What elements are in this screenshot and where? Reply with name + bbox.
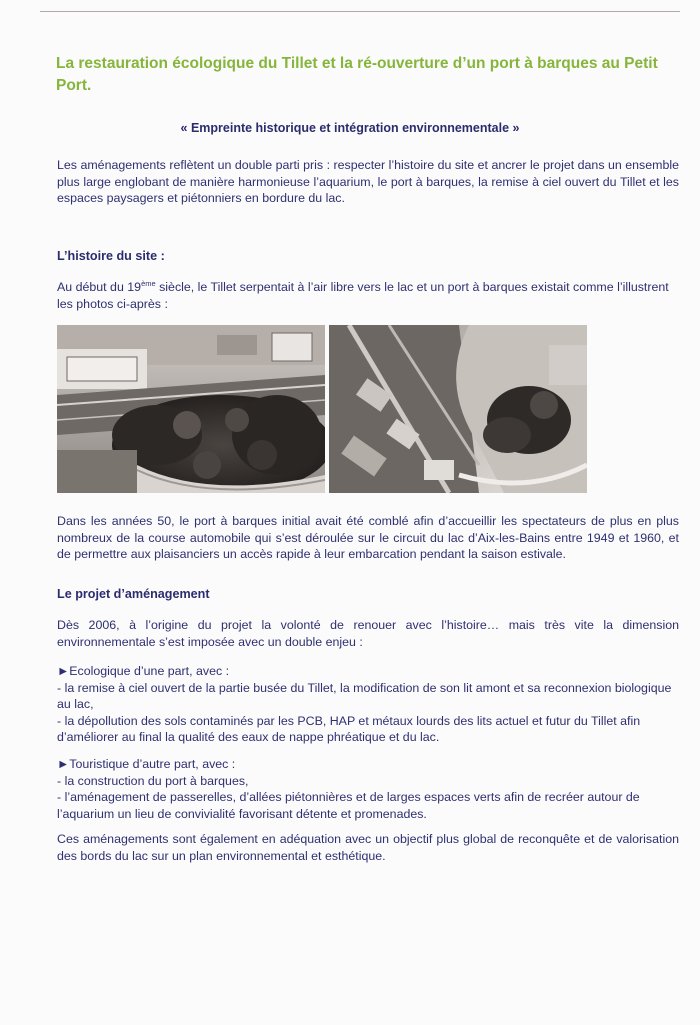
touristic-item: - l’aménagement de passerelles, d’allées piétonnières et de larges espaces verts afin de recréer autour de l’aquarium un lieu de convivialité favorisant détente et promenades. [57, 790, 640, 821]
aerial-photo-park [57, 325, 325, 493]
ecological-heading: ►Ecologique d’une part, avec : [57, 664, 230, 678]
ecological-item: - la dépollution des sols contaminés par les PCB, HAP et métaux lourds des lits actuel et futur du Tillet afin d’améliorer au final la qualité des eaux de nappe phréatique et du lac. [57, 713, 641, 744]
history-text-end: siècle, le Tillet serpentait à l’air libre vers le lac et un port à barques existait comme l’illustrent les photos ci-après : [57, 280, 669, 311]
history-heading: L’histoire du site : [57, 249, 165, 263]
history-text-start: Au début du 19 [57, 280, 142, 294]
touristic-item: - la construction du port à barques, [57, 773, 249, 788]
conclusion-paragraph: Ces aménagements sont également en adéquation avec un objectif plus global de reconquête et de valorisation des bords du lac sur un plan environnemental et esthétique. [57, 832, 679, 863]
page-title: La restauration écologique du Tillet et la ré-ouverture d’un port à barques au Petit Port. [56, 55, 658, 94]
top-rule [40, 11, 680, 12]
ecological-section [57, 663, 679, 746]
touristic-section [57, 756, 679, 822]
ecological-item: - la remise à ciel ouvert de la partie busée du Tillet, la modification de son lit amont et sa reconnexion biologique au lac, [57, 680, 672, 711]
history-paragraph [57, 279, 679, 312]
intro-paragraph: Les aménagements reflètent un double parti pris : respecter l’histoire du site et ancrer le projet dans un ensemble plus large englobant de manière harmonieuse l’aquarium, le port à barques, la remise à ciel ouvert du Tillet et les espaces paysagers et piétonniers en bordure du lac. [57, 158, 679, 205]
touristic-heading: ►Touristique d’autre part, avec : [57, 757, 236, 771]
project-intro-paragraph: Dès 2006, à l’origine du projet la volonté de renouer avec l’histoire… mais très vite la dimension environnementale s’est imposée avec un double enjeu : [57, 618, 679, 649]
aerial-photo-harbour [329, 325, 587, 493]
history-superscript: ème [141, 278, 156, 288]
page-subtitle: « Empreinte historique et intégration environnementale » [180, 121, 520, 135]
history-fifties-paragraph: Dans les années 50, le port à barques initial avait été comblé afin d’accueillir les spectateurs de plus en plus nombreux de la course automobile qui s’est déroulée sur le circuit du lac d’Aix-les-Bains entre 1949 et 1960, et de permettre aux plaisanciers un accès rapide à leur embarcation pendant la saison estivale. [57, 514, 679, 561]
project-heading: Le projet d’aménagement [57, 587, 210, 601]
